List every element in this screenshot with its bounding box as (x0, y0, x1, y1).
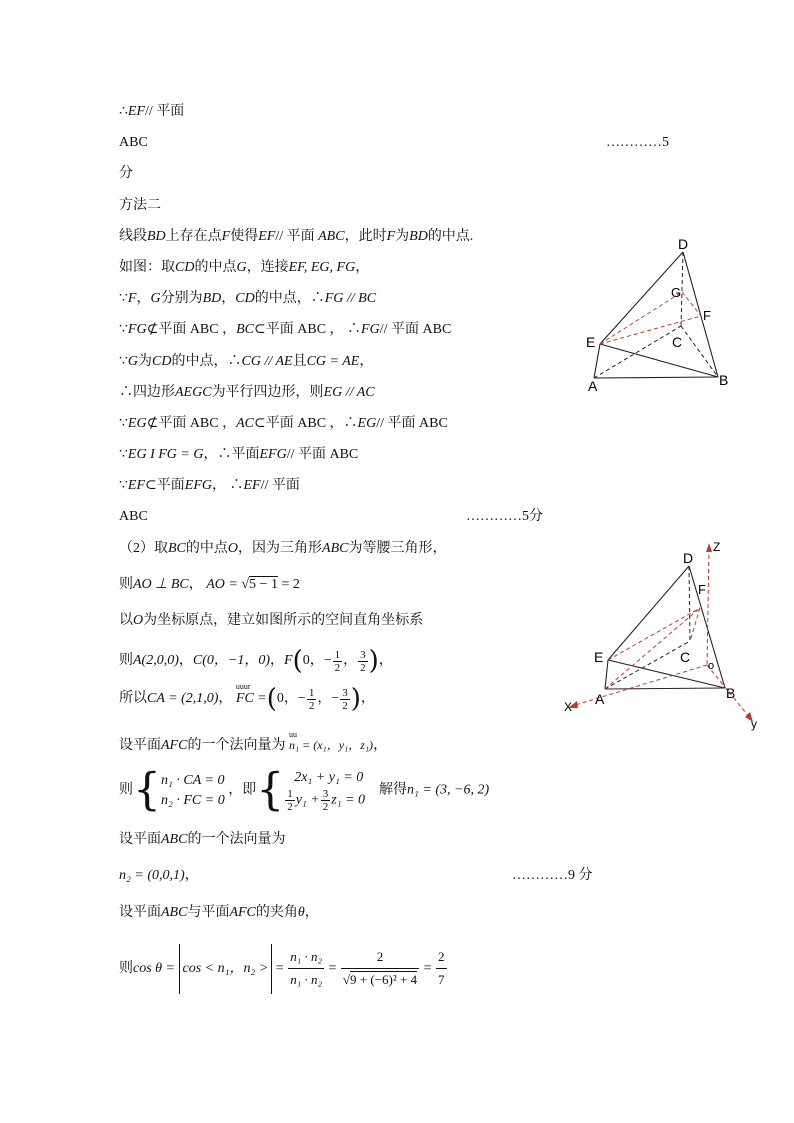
txt: z₁ = 0 (331, 792, 366, 808)
txt: 的夹角 (255, 905, 298, 920)
math-f: F (127, 291, 137, 306)
math-list: EF, EG, FG (288, 260, 356, 275)
math-afc: AFC (161, 738, 188, 753)
txt: 分别为 (160, 291, 203, 306)
math-efg: EFG (184, 478, 212, 493)
numerator: 1 (287, 788, 293, 800)
therefore-symbol: ∴ (119, 104, 128, 119)
math-bd: BD (147, 229, 166, 244)
txt: ， (304, 905, 319, 920)
txt: ⊄平面 ABC ， (146, 322, 237, 337)
label-y-axis: y (751, 717, 757, 731)
txt: = (423, 961, 432, 976)
edge-ef (600, 316, 701, 344)
math-cos-theta: cos θ = (133, 961, 175, 976)
math-efg: EFG (259, 447, 287, 462)
math-eg-parallel-ac: EG // AC (323, 385, 375, 400)
txt: 则 (119, 782, 133, 798)
txt: ， (355, 260, 370, 275)
denominator: 2 (308, 699, 315, 712)
math-ef: EF (258, 229, 276, 244)
txt: ， (343, 653, 358, 669)
math-abc: ABC (161, 832, 188, 847)
math-cg-equals-ae: CG = AE (306, 354, 360, 369)
label-c: C (672, 334, 683, 350)
score-marker-3: …………9 分 (512, 868, 593, 883)
paren-close: ) (350, 684, 361, 714)
parallel-symbol: // (145, 104, 153, 119)
brace-left: { (133, 764, 161, 816)
txt: 如图：取 (119, 260, 175, 275)
edge-dc (689, 566, 690, 641)
txt: ， (184, 868, 199, 883)
txt: ∵ (119, 478, 128, 493)
math-n1-def: n₁ = (x₁，y₁，z₁) (288, 738, 374, 752)
edge-ea (605, 660, 608, 689)
brace-left: { (256, 764, 285, 816)
numerator: n₁ · n₂ (288, 946, 324, 969)
text-abc: ABC (119, 135, 148, 150)
text-line-23 (119, 866, 199, 886)
math-abc: ABC (161, 905, 188, 920)
math-g: G (150, 291, 161, 306)
edge-dc (681, 252, 683, 326)
equation-2: n₂ · FC = 0 (161, 792, 225, 808)
math-bc: BC (236, 322, 255, 337)
txt: // 平面 ABC (376, 416, 448, 431)
fraction-value (341, 946, 419, 991)
txt: 的中点，∴ (254, 291, 325, 306)
math-fg: FG (361, 322, 380, 337)
txt: 设平面 (119, 738, 161, 753)
fraction (321, 788, 331, 813)
txt: 且 (292, 354, 307, 369)
txt: ， (221, 291, 236, 306)
fraction-cos (288, 946, 324, 991)
text-line-13 (119, 476, 300, 496)
math-fc: FC = (235, 691, 267, 707)
text-line-21 (119, 764, 490, 816)
txt: 0，− (276, 691, 306, 707)
txt: ， (373, 738, 388, 753)
text-line-2 (119, 133, 148, 153)
math-ac: AC (236, 416, 255, 431)
txt: ， ∴ (211, 478, 244, 493)
label-e: E (594, 649, 604, 665)
denominator: 2 (334, 661, 341, 674)
math-o: O (227, 541, 239, 556)
txt: ，即 (228, 782, 257, 798)
txt: ， (270, 653, 284, 669)
txt: 为等腰三角形， (348, 541, 447, 556)
fraction (340, 687, 350, 712)
edge-db (683, 252, 718, 377)
text-line-1 (119, 102, 184, 122)
math-theta: θ (297, 905, 305, 920)
text-abc: ABC (119, 509, 148, 524)
fraction (285, 788, 295, 813)
math-solution: n₁ = (3, −6, 2) (407, 782, 490, 798)
text-plane: 平面 (156, 104, 185, 119)
text-line-12 (119, 445, 358, 465)
txt: 的中点 (185, 541, 228, 556)
math-cd: CD (175, 260, 195, 275)
denominator: n₁ · n₂ (290, 972, 322, 988)
txt: ， (178, 653, 193, 669)
math-ef: EF (127, 478, 146, 493)
numerator: 1 (334, 648, 341, 661)
txt: ， (136, 291, 151, 306)
txt: 上存在点 (165, 229, 222, 244)
paren-open: ( (292, 646, 303, 676)
math-abc: ABC (318, 229, 345, 244)
math-bd: BD (409, 229, 428, 244)
txt: （2）取 (119, 541, 168, 556)
math-point-f: F (284, 653, 293, 669)
math-g: G (236, 260, 247, 275)
text-line-17 (119, 611, 423, 631)
txt: // 平面 ABC (286, 447, 359, 462)
txt: ⊂平面 (145, 478, 185, 493)
txt: 解得 (379, 782, 408, 798)
edge-eb (600, 344, 718, 377)
math-bd: BD (202, 291, 222, 306)
text-line-6 (119, 258, 369, 278)
txt: 使得 (230, 229, 259, 244)
txt: ， (360, 691, 375, 707)
txt: 则 (119, 653, 133, 669)
denominator: 2 (322, 801, 329, 813)
text-line-19 (119, 684, 375, 714)
label-e: E (586, 334, 596, 350)
txt: = (275, 961, 284, 976)
denominator: 7 (438, 972, 445, 988)
txt: 的一个法向量为 (187, 738, 286, 753)
math-ao-perp-bc: AO ⊥ BC (133, 577, 189, 592)
txt: ⊄平面 ABC ， (146, 416, 237, 431)
label-g: G (671, 285, 682, 300)
math-point-c: C(0，−1，0) (192, 653, 270, 669)
text-line-11 (119, 414, 448, 434)
txt: ⊂平面 ABC ，∴ (254, 416, 358, 431)
numerator: 2 (436, 946, 447, 969)
score-marker-1: …………5 (606, 135, 669, 150)
txt: ，∴平面 (203, 447, 260, 462)
txt: ∵ (119, 447, 128, 462)
txt: ，此时 (344, 229, 387, 244)
txt: 为坐标原点，建立如图所示的空间直角坐标系 (143, 613, 424, 628)
text-line-3: 分 (119, 166, 133, 181)
label-a: A (595, 691, 605, 707)
txt: 为 (138, 354, 153, 369)
numerator: 3 (322, 788, 329, 800)
denominator: 2 (342, 699, 348, 712)
paren-open: ( (266, 684, 277, 714)
math-point-a: A(2,0,0) (133, 653, 179, 669)
text-line-20 (119, 730, 388, 756)
vector-fc (236, 684, 267, 714)
math-eg: EG (357, 416, 377, 431)
txt: ⊂平面 ABC ， ∴ (254, 322, 362, 337)
text-line-9 (119, 352, 373, 372)
txt: 为 (395, 229, 410, 244)
edge-de (608, 566, 689, 660)
fraction (333, 649, 343, 674)
edge-fg (682, 292, 701, 316)
radicand: 9 + (−6)² + 4 (350, 972, 418, 988)
fraction (307, 687, 317, 712)
label-b: B (719, 372, 729, 388)
txt: 的中点. (427, 229, 474, 244)
denominator: √9 + (−6)² + 4 (342, 972, 418, 988)
label-c: C (680, 649, 691, 665)
txt: ， (188, 577, 203, 592)
txt: ∵ (119, 322, 128, 337)
denominator: 2 (360, 661, 366, 674)
edge-cb (681, 326, 718, 377)
math-bc: BC (168, 541, 186, 556)
txt: // 平面 (275, 229, 315, 244)
txt: 的中点，∴ (171, 354, 242, 369)
math-aegc: AEGC (175, 385, 212, 400)
text-line-18 (119, 646, 393, 676)
math-cd: CD (152, 354, 172, 369)
text-line-25 (119, 944, 448, 994)
numerator: 3 (360, 648, 366, 661)
edge-ab (605, 688, 725, 689)
denominator: 2 (287, 801, 293, 813)
txt: 为平行四边形，则 (211, 385, 324, 400)
txt: ∵ (119, 416, 128, 431)
txt: 的中点 (194, 260, 237, 275)
txt: 所以 (119, 691, 147, 707)
txt: ∴四边形 (119, 385, 175, 400)
label-d: D (678, 236, 689, 252)
equation-3: 2x₁ + y₁ = 0 (294, 770, 364, 785)
txt: 线段 (119, 229, 147, 244)
figure-1-diagram (580, 230, 750, 400)
txt: ，− (317, 691, 340, 707)
figure-2-diagram (560, 538, 770, 738)
fraction (358, 649, 368, 674)
paren-close: ) (368, 646, 379, 676)
label-o: o (708, 660, 715, 672)
label-b: B (726, 685, 736, 701)
section-title-method-2: 方法二 (119, 198, 161, 213)
label-f: F (703, 308, 711, 323)
txt: ，连接 (246, 260, 289, 275)
txt: ∵ (119, 354, 128, 369)
edge-ab (594, 377, 718, 378)
label-x-axis: X (564, 700, 573, 714)
edge-db (689, 566, 725, 688)
axis-x (572, 665, 707, 706)
math-cd: CD (235, 291, 255, 306)
numerator: 1 (308, 686, 315, 699)
math-f: F (386, 229, 396, 244)
math-o: O (133, 613, 144, 628)
equation-4 (284, 788, 365, 813)
math-result: = 2 (281, 577, 300, 592)
txt: ，因为三角形 (238, 541, 323, 556)
txt: // 平面 ABC (379, 322, 452, 337)
label-f: F (698, 582, 706, 597)
text-line-8 (119, 320, 451, 340)
vector-arrow-mark: uuur (235, 682, 251, 692)
text-line-14 (119, 507, 148, 527)
math-afc: AFC (229, 905, 256, 920)
txt: // 平面 (260, 478, 300, 493)
math-eg: EG (127, 416, 147, 431)
edge-eg (600, 292, 682, 344)
edge-fc (690, 608, 700, 641)
label-a: A (588, 378, 598, 394)
math-f: F (221, 229, 231, 244)
math-abc: ABC (322, 541, 349, 556)
txt: 则 (119, 961, 133, 976)
math-cg-parallel-ae: CG // AE (241, 354, 293, 369)
math-ao-eq: AO = (206, 577, 238, 592)
math-ef: EF (243, 478, 261, 493)
label-d: D (683, 550, 694, 566)
score-marker-2: …………5分 (466, 509, 543, 524)
math-abs-cos: cos < n₁，n₂ > (179, 944, 273, 994)
text-line-7 (119, 289, 376, 309)
arrow-z-icon (706, 543, 712, 552)
txt: 与平面 (187, 905, 230, 920)
txt: ， (218, 691, 233, 707)
txt: ∵ (119, 291, 128, 306)
txt: ， (378, 653, 393, 669)
math-fg-parallel-bc: FG // BC (324, 291, 377, 306)
numerator: 2 (341, 946, 419, 969)
txt: 则 (119, 577, 133, 592)
math-g: G (127, 354, 139, 369)
text-line-10 (119, 383, 375, 403)
text-line-24 (119, 903, 319, 923)
label-z-axis: Z (713, 540, 721, 554)
txt: 0，− (302, 653, 332, 669)
txt: ， (359, 354, 374, 369)
math-n2-def: n₂ = (0,0,1) (119, 868, 185, 883)
numerator: 3 (342, 686, 348, 699)
text-line-22 (119, 830, 285, 850)
equation-1: n₁ · CA = 0 (161, 772, 225, 788)
vector-arrow-mark: uu (288, 730, 297, 739)
fraction-result (436, 946, 447, 991)
vector-n1 (288, 730, 374, 756)
math-ef: EF (127, 104, 146, 119)
txt: = (328, 961, 337, 976)
axis-z (707, 548, 709, 665)
math-sqrt-radicand: 5 − 1 (249, 577, 278, 592)
math-fg: FG (127, 322, 147, 337)
text-line-16: 则AO ⊥ BC， AO = √5 − 1 = 2 (119, 577, 300, 592)
math-vector-ca: CA = (2,1,0) (147, 691, 219, 707)
text-line-15 (119, 539, 446, 559)
system-1 (161, 771, 225, 811)
math-intersection: EG I FG = G (127, 447, 204, 462)
txt: 设平面 (119, 832, 161, 847)
txt: 以 (119, 613, 133, 628)
text-line-5 (119, 227, 473, 247)
txt: 的一个法向量为 (187, 832, 286, 847)
txt: 设平面 (119, 905, 161, 920)
system-2 (284, 768, 365, 813)
txt: y₁ + (295, 792, 320, 808)
